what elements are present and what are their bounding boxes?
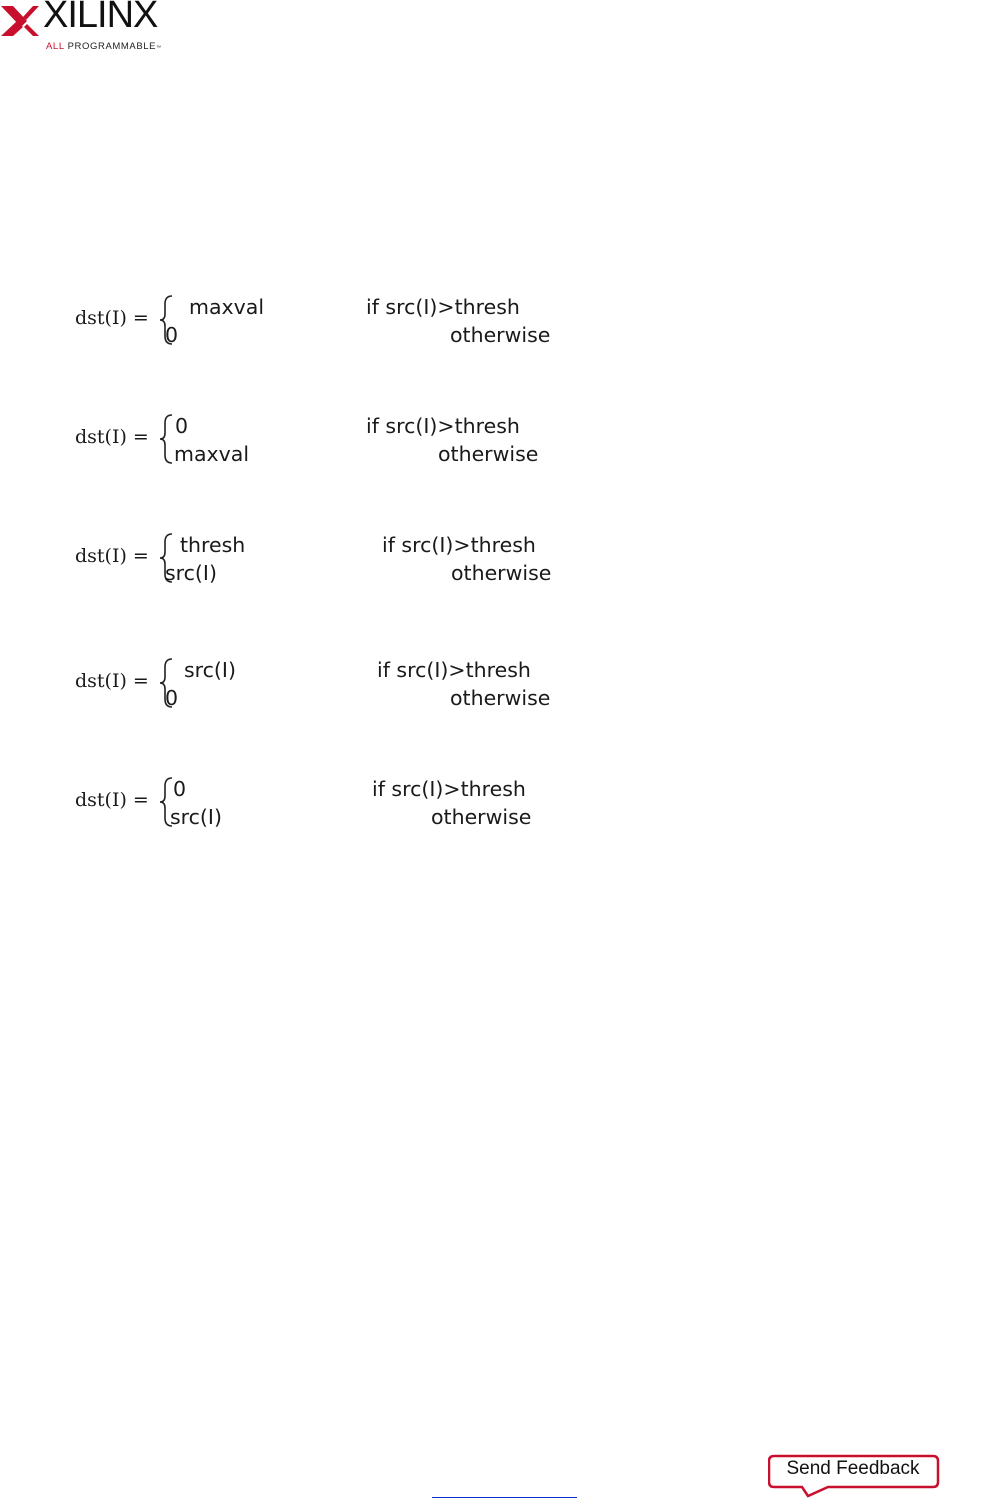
case-value-2: src(I): [165, 561, 217, 585]
case-condition-1: if src(I)>thresh: [377, 658, 531, 682]
case-value-2: 0: [165, 686, 179, 710]
equation-binary: [0, 294, 620, 364]
brand-tagline: [46, 41, 162, 52]
send-feedback-label: Send Feedback: [786, 1458, 920, 1479]
xilinx-logo: [0, 0, 180, 56]
equation-lhs: dst(I) =: [75, 670, 149, 692]
brand-name: XILINX: [43, 0, 158, 36]
case-condition-1: if src(I)>thresh: [372, 777, 526, 801]
case-value-1: thresh: [180, 533, 246, 557]
equation-to-zero-inverted: [0, 776, 620, 846]
equation-lhs: dst(I) =: [75, 789, 149, 811]
case-condition-2: otherwise: [450, 323, 551, 347]
case-value-1: 0: [175, 414, 189, 438]
equation-lhs: dst(I) =: [75, 307, 149, 329]
case-condition-1: if src(I)>thresh: [366, 295, 520, 319]
case-condition-2: otherwise: [450, 686, 551, 710]
tagline-all: ALL: [46, 41, 65, 52]
equation-to-zero: [0, 657, 620, 727]
case-condition-2: otherwise: [431, 805, 532, 829]
case-value-1: src(I): [184, 658, 236, 682]
tagline-programmable: PROGRAMMABLE: [67, 41, 157, 52]
xilinx-x-mark-icon: [0, 0, 40, 40]
case-value-1: 0: [173, 777, 187, 801]
case-condition-1: if src(I)>thresh: [366, 414, 520, 438]
equation-lhs: dst(I) =: [75, 545, 149, 567]
footer-link-underline[interactable]: [432, 1497, 577, 1498]
case-condition-1: if src(I)>thresh: [382, 533, 536, 557]
equation-binary-inverted: [0, 413, 620, 483]
send-feedback-button[interactable]: [768, 1454, 940, 1498]
case-value-2: src(I): [170, 805, 222, 829]
equation-lhs: dst(I) =: [75, 426, 149, 448]
case-value-2: maxval: [174, 442, 250, 466]
case-value-1: maxval: [189, 295, 265, 319]
case-condition-2: otherwise: [451, 561, 552, 585]
equation-truncate: [0, 532, 620, 602]
trademark-mark: ™: [156, 45, 162, 51]
case-value-2: 0: [165, 323, 179, 347]
case-condition-2: otherwise: [438, 442, 539, 466]
